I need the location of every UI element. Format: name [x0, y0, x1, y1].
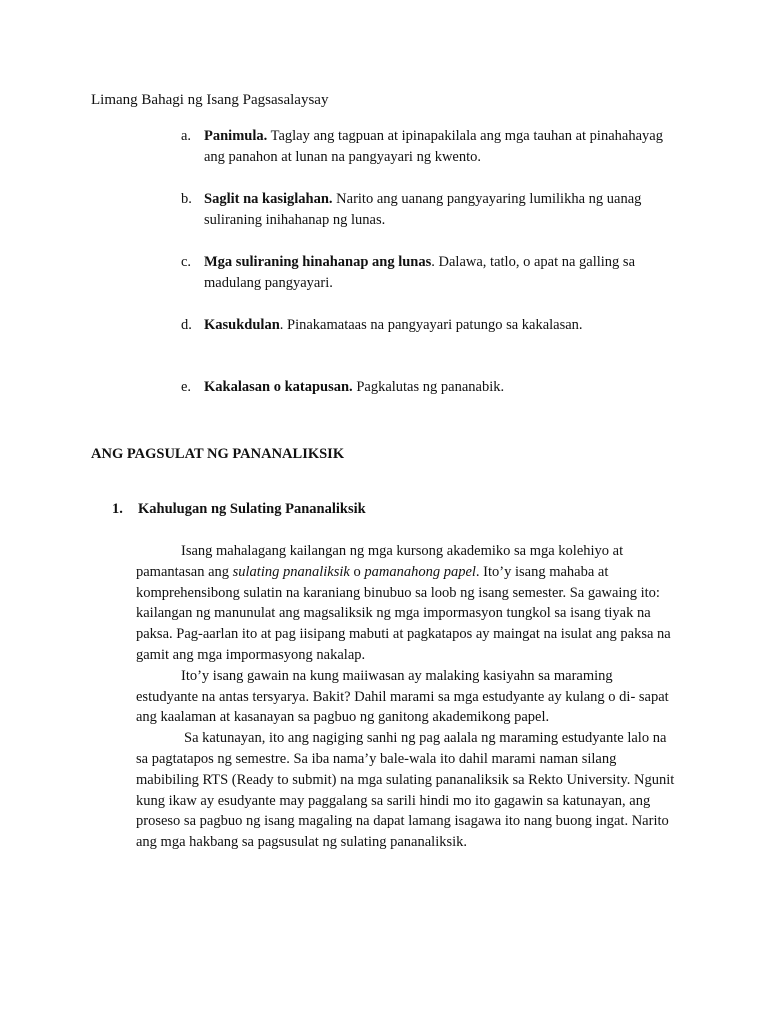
- list-letter: b.: [181, 191, 192, 207]
- paragraph-text: . Ito’y isang mahaba at komprehensibong sulatin na karaniang binubuo sa loob ng isang semester. Sa gawaing ito: kailangan ng manunulat ang magsaliksik ng mga impormasyon tungkol sa isang tiyak na paksa. Pag-aarlan ito at pag iisipang mabuti at pagkatapos ay maingat na isulat ang paksa na gamit ang mga impormasyong nakalap.: [136, 563, 675, 663]
- list-term: Kakalasan o katapusan.: [204, 379, 353, 395]
- list-text: . Pinakamataas na pangyayari patungo sa kakalasan.: [279, 317, 583, 333]
- document-title: Limang Bahagi ng Isang Pagsasalaysay: [91, 92, 329, 108]
- list-term: Panimula.: [204, 128, 268, 144]
- list-letter: c.: [181, 254, 192, 270]
- body-text: [136, 541, 676, 853]
- list-text: Pagkalutas ng pananabik.: [352, 379, 505, 395]
- emphasis-text: pamanahong papel: [364, 563, 476, 580]
- emphasis-text: sulating pnanaliksik: [232, 563, 350, 580]
- list-letter: a.: [181, 128, 192, 144]
- paragraph: Sa katunayan, ito ang nagiging sanhi ng pag aalala ng maraming estudyante lalo na sa pagtatapos ng semestre. Sa iba nama’y bale-wala ito dahil marami naman silang mabibiling RTS (Ready to submit) na mga sulating pananaliksik sa Rekto University. Ngunit kung ikaw ay esudyante may paggalang sa sarili hindi mo ito gagawin sa katunayan, ang proseso sa pagbuo ng isang magaling na dapat lamang isagawa ito nang buong ingat. Narito ang mga hakbang sa pagsusulat ng sulating pananaliksik.: [136, 730, 678, 851]
- paragraph: Ito’y isang gawain na kung maiiwasan ay malaking kasiyahn sa maraming estudyante na antas tersyarya. Bakit? Dahil marami sa mga estudyante ay kulang o di- sapat ang kaalaman at kasanayan sa pagbuo ng ganitong akademikong papel.: [136, 667, 673, 726]
- list-term: Kasukdulan: [204, 317, 280, 333]
- paragraph-text: Isang mahalagang kailangan ng mga kursong akademiko sa mga kolehiyo at pamantasan ang: [136, 543, 627, 580]
- list-letter: e.: [181, 379, 192, 395]
- section-heading: ANG PAGSULAT NG PANANALIKSIK: [91, 446, 345, 462]
- list-item: [181, 315, 681, 336]
- list-text: . Dalawa, tatlo, o apat na galling sa madulang pangyayari.: [204, 254, 636, 291]
- subsection-heading: [112, 501, 366, 518]
- list-body: [204, 126, 681, 168]
- list-body: [204, 315, 681, 336]
- list-term: Mga suliraning hinahanap ang lunas: [204, 254, 432, 270]
- subsection-title: Kahulugan ng Sulating Pananaliksik: [138, 501, 366, 517]
- list-item: [181, 377, 681, 398]
- list-body: [204, 377, 681, 398]
- list-text: Taglay ang tagpuan at ipinapakilala ang mga tauhan at pinahahayag ang panahon at lunan na pangyayari ng kwento.: [204, 128, 663, 165]
- list-item: [181, 189, 681, 231]
- list-letter: d.: [181, 317, 192, 333]
- list-text: Narito ang uanang pangyayaring lumilikha ng uanag suliraning inihahanap ng lunas.: [204, 191, 642, 228]
- paragraph-text: o: [349, 563, 365, 580]
- list-term: Saglit na kasiglahan.: [204, 191, 333, 207]
- list-item: [181, 126, 681, 168]
- list-body: [204, 252, 681, 294]
- paragraph: [136, 541, 676, 666]
- list-body: [204, 189, 681, 231]
- subsection-number: 1.: [112, 501, 123, 517]
- list-item: [181, 252, 681, 294]
